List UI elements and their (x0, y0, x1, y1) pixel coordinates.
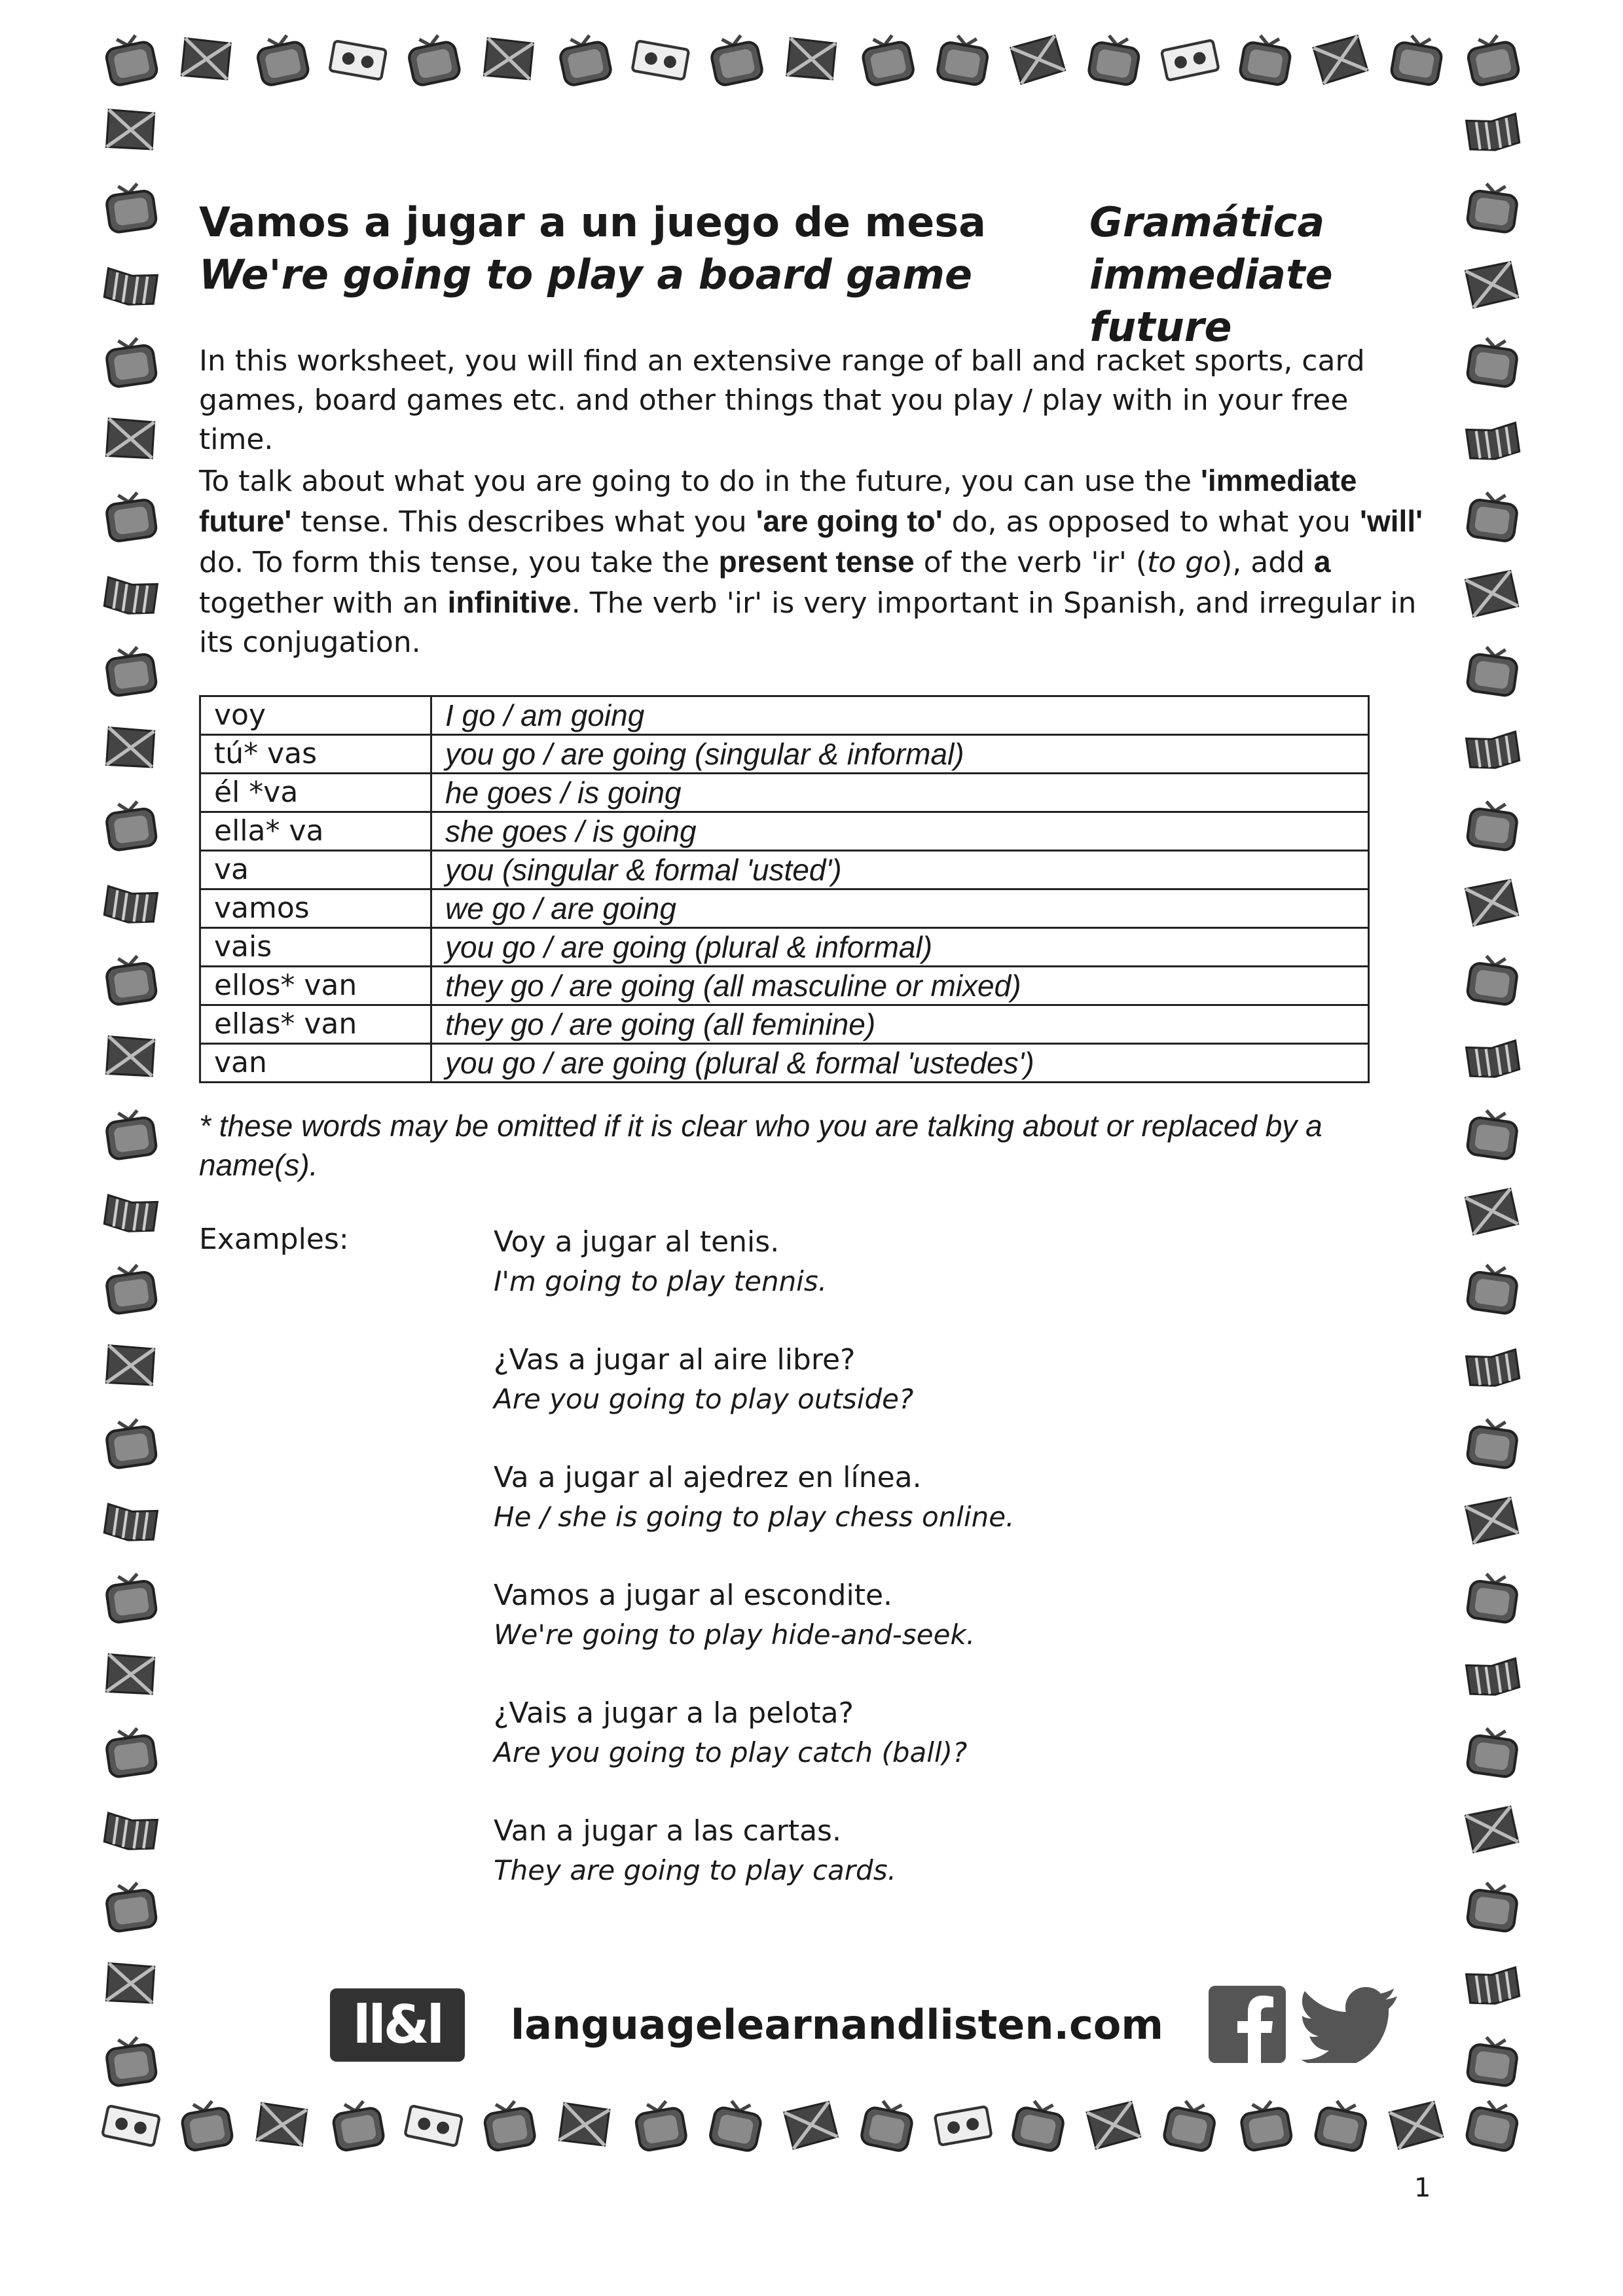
flag-icon (1465, 571, 1518, 617)
table-footnote: * these words may be omitted if it is clear who you are talking about or replaced by a name(s). (199, 1109, 1322, 1182)
playing-cards-icon (102, 2106, 160, 2146)
book-icon (103, 268, 157, 308)
verb-form: ella* va (200, 812, 431, 851)
tv-icon (1467, 1109, 1519, 1160)
example-english: They are going to play cards. (494, 1854, 896, 1886)
title-english: We're going to play a board game (199, 251, 973, 298)
translation: they go / are going (all masculine or mixed) (431, 967, 1369, 1005)
translation: you go / are going (singular & informal) (431, 735, 1369, 774)
tv-icon (255, 33, 310, 87)
tv-icon (1239, 2099, 1292, 2152)
tv-icon (1467, 1881, 1519, 1933)
flag-icon (784, 35, 839, 83)
book-icon (103, 886, 157, 925)
tv-icon (1465, 2098, 1520, 2153)
example-spanish: Voy a jugar al tenis. (494, 1225, 780, 1259)
tv-icon (1467, 800, 1519, 852)
tv-icon (105, 1881, 157, 1933)
table-row (200, 928, 1369, 967)
verb-form: ellos* van (200, 967, 431, 1005)
intro-paragraph: In this worksheet, you will find an extensive range of ball and racket sports, card games, board games etc. and other things that you play / play with in your free time. (199, 344, 1365, 456)
examples-list (494, 1223, 1014, 1929)
tv-icon (105, 336, 157, 388)
flag-icon (103, 107, 156, 154)
translation: we go / are going (431, 889, 1369, 928)
tv-icon (105, 1572, 157, 1624)
flag-icon (1465, 1806, 1518, 1853)
flag-icon (1389, 2102, 1444, 2149)
flag-icon (103, 725, 156, 772)
tv-icon (105, 1727, 157, 1778)
translation: he goes / is going (431, 774, 1369, 812)
tv-icon (936, 33, 990, 86)
playing-cards-icon (935, 2106, 992, 2145)
tv-icon (557, 33, 612, 87)
book-icon (1467, 732, 1520, 771)
tv-icon (105, 491, 157, 543)
flag-icon (1465, 1189, 1518, 1235)
tv-icon (1239, 33, 1292, 86)
tv-icon (482, 2099, 536, 2152)
tv-icon (1467, 645, 1519, 697)
tv-icon (406, 33, 461, 87)
book-icon (1467, 114, 1520, 153)
flag-icon (481, 35, 536, 83)
topic-label: immediate future (1089, 251, 1333, 351)
translation: she goes / is going (431, 812, 1369, 851)
flag-icon (1465, 880, 1518, 926)
tv-icon (1467, 491, 1519, 543)
example-item (494, 1223, 1014, 1340)
example-spanish: Vamos a jugar al escondite. (494, 1579, 892, 1612)
tv-icon (708, 33, 763, 87)
flag-icon (1465, 262, 1518, 308)
tv-icon (1163, 2098, 1218, 2153)
tv-icon (1467, 1572, 1519, 1624)
example-english: Are you going to play outside? (494, 1383, 914, 1415)
verb-form: va (200, 851, 431, 889)
tv-icon (709, 2098, 764, 2153)
book-icon (1467, 1659, 1520, 1698)
tv-icon (1467, 1727, 1519, 1778)
example-item (494, 1694, 1014, 1812)
verb-form: ellas* van (200, 1005, 431, 1044)
explanation-paragraph: To talk about what you are going to do in the future, you can use the 'immediate future' tense. This describes what you 'are going to' do, as opposed to what you 'will' do. To form this tense, you take the present tense of the verb 'ir' (to go), add a together with an infinitive. The verb 'ir' is very important in Spanish, and irregular in its conjugation. (199, 463, 1423, 659)
tv-icon (105, 1263, 157, 1315)
flag-icon (103, 1343, 156, 1390)
book-icon (1467, 423, 1520, 462)
tv-icon (1087, 33, 1141, 86)
conjugation-table (199, 695, 1370, 1083)
tv-icon (105, 182, 157, 234)
tv-icon (860, 33, 915, 87)
playing-cards-icon (632, 41, 689, 79)
tv-icon (1390, 33, 1444, 86)
tv-icon (1467, 1263, 1519, 1315)
tv-icon (1465, 33, 1520, 87)
website-link[interactable]: languagelearnandlisten.com (511, 2001, 1163, 2049)
table-row (200, 774, 1369, 812)
book-icon (1467, 1350, 1520, 1389)
flag-icon (556, 2100, 612, 2149)
tv-icon (179, 2099, 233, 2152)
verb-form: él *va (200, 774, 431, 812)
twitter-icon[interactable] (1300, 1986, 1398, 2063)
flag-icon (103, 1961, 156, 2007)
flag-icon (103, 1034, 156, 1081)
table-row (200, 967, 1369, 1005)
table-row (200, 851, 1369, 889)
book-icon (103, 1813, 157, 1852)
tv-icon (103, 33, 158, 87)
translation: you go / are going (plural & informal) (431, 928, 1369, 967)
table-row (200, 812, 1369, 851)
tv-icon (634, 2099, 687, 2152)
translation: they go / are going (all feminine) (431, 1005, 1369, 1044)
table-row (200, 1005, 1369, 1044)
translation: you (singular & formal 'usted') (431, 851, 1369, 889)
examples-label: Examples: (199, 1223, 349, 1256)
tv-icon (105, 800, 157, 852)
tv-icon (105, 1109, 157, 1160)
example-item (494, 1576, 1014, 1694)
tv-icon (1467, 2036, 1519, 2087)
book-icon (103, 577, 157, 617)
tv-icon (331, 2099, 384, 2152)
tv-icon (1467, 1418, 1519, 1469)
tv-icon (1467, 954, 1519, 1006)
example-english: He / she is going to play chess online. (494, 1501, 1015, 1533)
example-english: I'm going to play tennis. (494, 1265, 828, 1297)
example-spanish: Va a jugar al ajedrez en línea. (494, 1461, 922, 1494)
tv-icon (105, 2036, 157, 2087)
flag-icon (1465, 1498, 1518, 1544)
verb-form: tú* vas (200, 735, 431, 774)
table-row (200, 1044, 1369, 1083)
tv-icon (105, 1418, 157, 1469)
table-row (200, 889, 1369, 928)
tv-icon (1314, 2098, 1369, 2153)
brand-logo: ll&l (330, 1988, 465, 2062)
book-icon (103, 1504, 157, 1543)
translation: I go / am going (431, 696, 1369, 735)
tv-icon (860, 2098, 915, 2153)
tv-icon (1467, 182, 1519, 234)
page-number: 1 (1414, 2173, 1431, 2203)
example-english: Are you going to play catch (ball)? (494, 1736, 968, 1768)
flag-icon (179, 35, 233, 83)
tv-icon (1467, 336, 1519, 388)
example-item (494, 1458, 1014, 1576)
flag-icon (784, 2102, 838, 2149)
book-icon (103, 1195, 157, 1234)
verb-form: vamos (200, 889, 431, 928)
verb-form: van (200, 1044, 431, 1083)
flag-icon (1087, 2102, 1141, 2149)
book-icon (1467, 1041, 1520, 1080)
flag-icon (254, 2100, 310, 2149)
example-spanish: Van a jugar a las cartas. (494, 1814, 841, 1848)
flag-icon (1010, 35, 1066, 84)
example-spanish: ¿Vas a jugar al aire libre? (494, 1343, 856, 1376)
tv-icon (105, 645, 157, 697)
flag-icon (103, 416, 156, 463)
playing-cards-icon (1161, 40, 1219, 81)
title-spanish: Vamos a jugar a un juego de mesa (199, 198, 987, 246)
book-icon (1467, 1967, 1520, 2007)
example-item (494, 1812, 1014, 1929)
facebook-icon[interactable] (1209, 1986, 1286, 2063)
table-row (200, 696, 1369, 735)
playing-cards-icon (405, 2106, 462, 2146)
verb-form: vais (200, 928, 431, 967)
translation: you go / are going (plural & formal 'ustedes') (431, 1044, 1369, 1083)
table-row (200, 735, 1369, 774)
tv-icon (1012, 2098, 1067, 2153)
example-spanish: ¿Vais a jugar a la pelota? (494, 1696, 854, 1730)
flag-icon (1313, 35, 1368, 84)
section-label: Gramática (1089, 198, 1325, 246)
flag-icon (103, 1652, 156, 1698)
playing-cards-icon (329, 41, 386, 79)
tv-icon (105, 954, 157, 1006)
verb-form: voy (200, 696, 431, 735)
example-english: We're going to play hide-and-seek. (494, 1619, 976, 1651)
example-item (494, 1340, 1014, 1458)
